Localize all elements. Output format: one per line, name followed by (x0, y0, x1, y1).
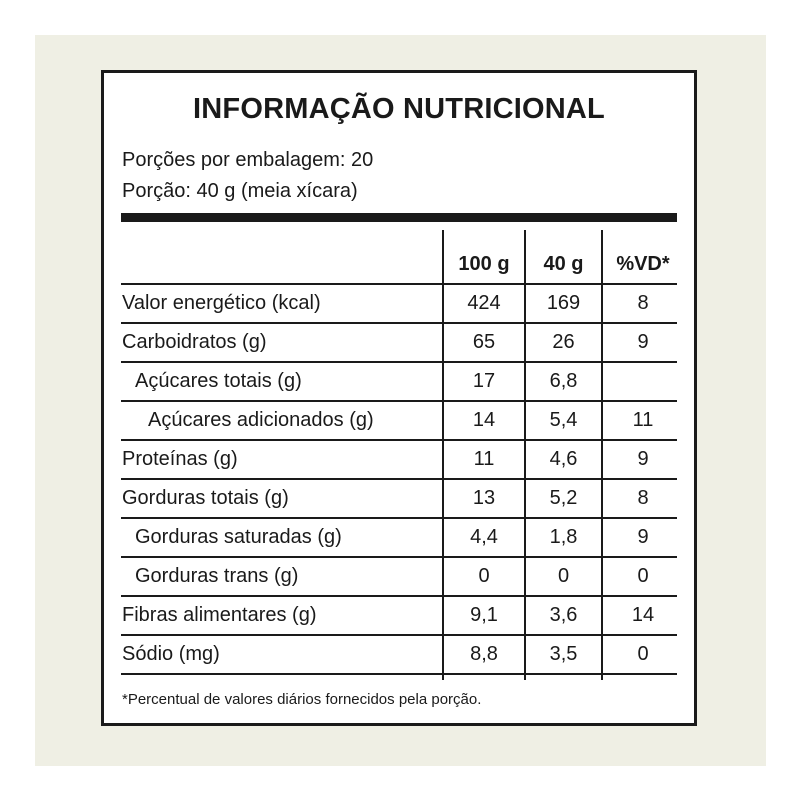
row-name: Fibras alimentares (g) (122, 604, 317, 626)
table-row (121, 402, 677, 441)
row-value-100g: 9,1 (470, 604, 498, 626)
label-title: INFORMAÇÃO NUTRICIONAL (193, 93, 605, 125)
row-value-100g: 11 (473, 448, 495, 470)
table-row (121, 441, 677, 480)
row-value-100g: 424 (467, 292, 501, 314)
row-value-100g: 13 (472, 487, 496, 509)
row-value-vd: 0 (637, 565, 649, 587)
row-value-100g: 0 (478, 565, 490, 587)
table-row (121, 558, 677, 597)
row-value-40g: 0 (557, 565, 570, 587)
table-header-row (121, 233, 677, 285)
row-name: Sódio (mg) (122, 643, 220, 665)
servings-per-package: Porções por embalagem: 20 (122, 149, 374, 171)
table-row (121, 285, 677, 324)
row-value-vd: 8 (637, 292, 649, 314)
column-divider (601, 230, 603, 680)
table-row (121, 363, 677, 402)
table-row (121, 480, 677, 519)
serving-size: Porção: 40 g (meia xícara) (122, 180, 358, 202)
row-value-100g: 14 (472, 409, 496, 431)
row-name: Proteínas (g) (122, 448, 238, 470)
table-row (121, 636, 677, 675)
column-divider (524, 230, 526, 680)
row-value-40g: 169 (546, 292, 581, 314)
row-name: Gorduras saturadas (g) (135, 526, 342, 548)
table-row (121, 324, 677, 363)
footnote: *Percentual de valores diários fornecidos pela porção. (122, 691, 482, 708)
row-value-vd: 11 (632, 409, 654, 431)
row-value-vd: 0 (637, 643, 649, 665)
thick-divider (121, 213, 677, 222)
row-name: Açúcares totais (g) (135, 370, 302, 392)
row-value-40g: 4,6 (549, 448, 578, 470)
row-value-vd: 14 (631, 604, 655, 626)
column-divider (442, 230, 444, 680)
row-value-40g: 1,8 (549, 526, 578, 548)
row-name: Carboidratos (g) (122, 331, 267, 353)
row-name: Valor energético (kcal) (122, 292, 321, 314)
row-value-40g: 26 (552, 331, 575, 353)
row-value-vd: 8 (637, 487, 649, 509)
column-header-100g: 100 g (458, 252, 510, 275)
row-value-100g: 65 (472, 331, 496, 353)
row-name: Açúcares adicionados (g) (148, 409, 374, 431)
row-value-40g: 5,4 (549, 409, 578, 431)
row-value-100g: 8,8 (470, 643, 498, 665)
row-value-40g: 6,8 (549, 370, 578, 392)
row-value-100g: 17 (472, 370, 496, 392)
row-name: Gorduras totais (g) (122, 487, 289, 509)
column-header-40g: 40 g (543, 252, 584, 275)
row-value-40g: 3,5 (549, 643, 578, 665)
row-value-40g: 5,2 (549, 487, 578, 509)
row-value-vd: 9 (637, 331, 649, 353)
row-value-vd (603, 363, 683, 400)
table-row (121, 519, 677, 558)
row-value-40g: 3,6 (549, 604, 578, 626)
table-row (121, 597, 677, 636)
row-value-100g: 4,4 (470, 526, 498, 548)
row-name: Gorduras trans (g) (135, 565, 299, 587)
nutrition-label (101, 70, 697, 726)
row-value-vd: 9 (637, 526, 649, 548)
column-header-vd: %VD* (616, 252, 670, 275)
row-value-vd: 9 (637, 448, 649, 470)
